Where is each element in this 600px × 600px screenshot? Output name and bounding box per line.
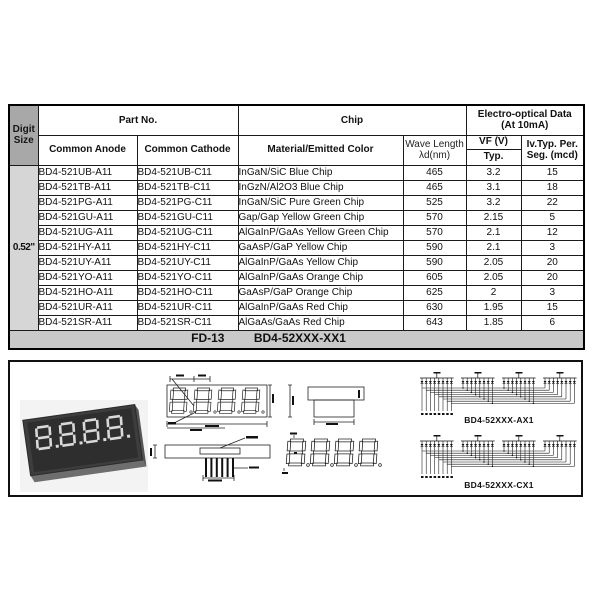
iv-line1: Iv.Typ. Per. (526, 138, 578, 150)
cell-material: AlGaInP/GaAs Yellow Chip (238, 255, 403, 270)
pin-diagram-common-anode (414, 368, 584, 416)
digit-size-line2: Size (13, 135, 34, 147)
table-row (9, 270, 584, 285)
cell-anode: BD4-521YO-A11 (38, 270, 137, 285)
cell-anode: BD4-521SR-A11 (38, 315, 137, 330)
cell-cathode: BD4-521UB-C11 (137, 165, 238, 180)
cell-wave: 570 (403, 225, 466, 240)
cell-iv: 15 (521, 165, 584, 180)
common-cathode-header: Common Cathode (137, 135, 238, 165)
cell-iv: 3 (521, 240, 584, 255)
table-row (9, 240, 584, 255)
cell-cathode: BD4-521UR-C11 (137, 300, 238, 315)
cell-vf: 3.2 (466, 165, 521, 180)
cell-iv: 12 (521, 225, 584, 240)
cell-wave: 605 (403, 270, 466, 285)
cell-anode: BD4-521UB-A11 (38, 165, 137, 180)
cell-vf: 2.15 (466, 210, 521, 225)
display-photo (20, 400, 148, 492)
cell-cathode: BD4-521TB-C11 (137, 180, 238, 195)
cell-cathode: BD4-521UG-C11 (137, 225, 238, 240)
spec-table (8, 104, 585, 350)
drawings-panel (8, 360, 583, 497)
electro-line1: Electro-optical Data (477, 109, 572, 121)
cell-wave: 525 (403, 195, 466, 210)
digit-size-value: 0.52" (9, 165, 38, 330)
cell-cathode: BD4-521UY-C11 (137, 255, 238, 270)
cell-vf: 2.1 (466, 225, 521, 240)
cell-vf: 2 (466, 285, 521, 300)
cell-anode: BD4-521HY-A11 (38, 240, 137, 255)
table-row (9, 285, 584, 300)
wave-length-header (403, 135, 466, 165)
cell-wave: 625 (403, 285, 466, 300)
iv-header (521, 135, 584, 165)
cell-vf: 3.2 (466, 195, 521, 210)
cell-iv: 15 (521, 300, 584, 315)
cell-material: AlGaInP/GaAs Orange Chip (238, 270, 403, 285)
table-row (9, 255, 584, 270)
vf-typ-header: Typ. (466, 149, 521, 165)
cell-material: InGaN/SiC Pure Green Chip (238, 195, 403, 210)
cell-wave: 570 (403, 210, 466, 225)
table-row (9, 210, 584, 225)
part-no-header: Part No. (38, 105, 238, 135)
table-row (9, 195, 584, 210)
cell-vf: 1.85 (466, 315, 521, 330)
digit-size-header (9, 105, 38, 165)
cell-wave: 465 (403, 180, 466, 195)
cell-anode: BD4-521PG-A11 (38, 195, 137, 210)
cell-wave: 590 (403, 255, 466, 270)
cell-iv: 3 (521, 285, 584, 300)
chip-header: Chip (238, 105, 466, 135)
cell-wave: 643 (403, 315, 466, 330)
pin-diagram-cathode-label: BD4-52XXX-CX1 (464, 480, 534, 490)
cell-cathode: BD4-521GU-C11 (137, 210, 238, 225)
cell-anode: BD4-521TB-A11 (38, 180, 137, 195)
table-row (9, 225, 584, 240)
vf-header: VF (V) (466, 135, 521, 149)
common-anode-header: Common Anode (38, 135, 137, 165)
cell-vf: 2.1 (466, 240, 521, 255)
cell-iv: 20 (521, 270, 584, 285)
footer-text (191, 332, 346, 345)
cell-material: AlGaAs/GaAs Red Chip (238, 315, 403, 330)
wave-line1: Wave Length (405, 138, 464, 150)
cell-vf: 1.95 (466, 300, 521, 315)
material-header: Material/Emitted Color (238, 135, 403, 165)
cell-material: GaAsP/GaP Yellow Chip (238, 240, 403, 255)
cell-iv: 20 (521, 255, 584, 270)
cell-anode: BD4-521GU-A11 (38, 210, 137, 225)
electro-line2: (At 10mA) (501, 120, 549, 132)
table-row (9, 315, 584, 330)
cell-anode: BD4-521UY-A11 (38, 255, 137, 270)
wave-line2: λd(nm) (418, 150, 451, 161)
cell-wave: 590 (403, 240, 466, 255)
segment-outline-drawing (282, 432, 392, 476)
iv-line2: Seg. (mcd) (526, 150, 578, 161)
cell-anode: BD4-521HO-A11 (38, 285, 137, 300)
cell-cathode: BD4-521SR-C11 (137, 315, 238, 330)
table-row (9, 180, 584, 195)
table-row (9, 300, 584, 315)
cell-anode: BD4-521UG-A11 (38, 225, 137, 240)
table-row (9, 165, 584, 180)
cell-material: InGzN/Al2O3 Blue Chip (238, 180, 403, 195)
cell-cathode: BD4-521PG-C11 (137, 195, 238, 210)
digit-size-line1: Digit (12, 124, 35, 136)
cell-iv: 18 (521, 180, 584, 195)
pin-diagram-common-cathode (414, 431, 584, 479)
cell-iv: 5 (521, 210, 584, 225)
cell-cathode: BD4-521HO-C11 (137, 285, 238, 300)
cell-wave: 465 (403, 165, 466, 180)
front-view-drawing (160, 374, 302, 432)
cell-vf: 2.05 (466, 270, 521, 285)
cell-iv: 6 (521, 315, 584, 330)
cell-iv: 22 (521, 195, 584, 210)
cell-anode: BD4-521UR-A11 (38, 300, 137, 315)
cell-material: InGaN/SiC Blue Chip (238, 165, 403, 180)
cell-material: AlGaInP/GaAs Yellow Green Chip (238, 225, 403, 240)
side-view-drawing (306, 382, 366, 426)
cell-wave: 630 (403, 300, 466, 315)
footer-part-number: BD4-52XXX-XX1 (253, 331, 346, 346)
cell-vf: 2.05 (466, 255, 521, 270)
electro-optical-header (466, 105, 584, 135)
pin-diagram-anode-label: BD4-52XXX-AX1 (464, 415, 534, 425)
footer-code: FD-13 (191, 331, 225, 346)
cell-cathode: BD4-521HY-C11 (137, 240, 238, 255)
cell-material: Gap/Gap Yellow Green Chip (238, 210, 403, 225)
cell-material: GaAsP/GaP Orange Chip (238, 285, 403, 300)
footer-row (9, 330, 584, 349)
cell-cathode: BD4-521YO-C11 (137, 270, 238, 285)
cell-material: AlGaInP/GaAs Red Chip (238, 300, 403, 315)
cell-vf: 3.1 (466, 180, 521, 195)
